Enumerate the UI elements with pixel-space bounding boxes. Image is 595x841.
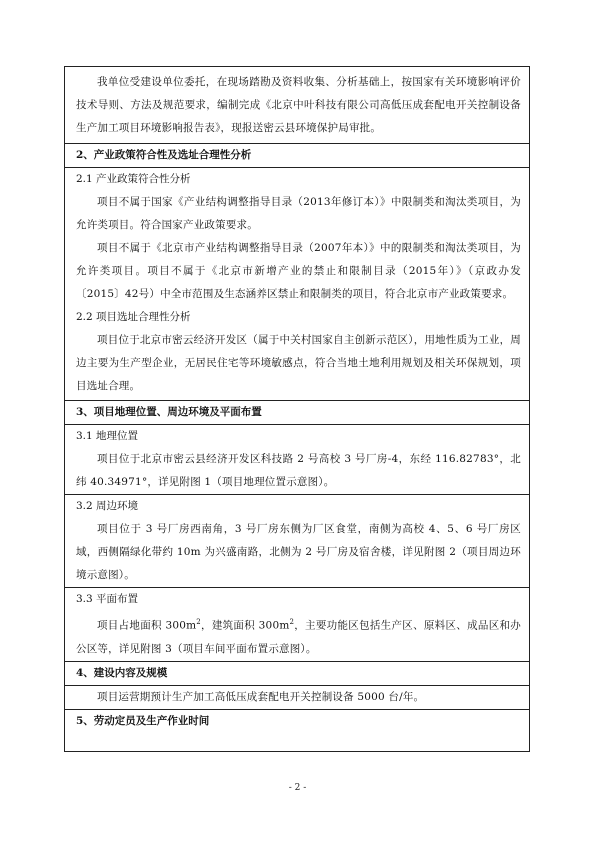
section2-body-row [65, 168, 529, 401]
document-table [64, 66, 530, 752]
s33-title: 3.3 平面布置 [76, 593, 139, 605]
page-number: - 2 - [288, 783, 307, 793]
s21-para1: 项目不属于国家《产业结构调整指导目录（2013年修订本）》中限制类和淘汰类项目，为允许类项目。符合国家产业政策要求。 [76, 196, 521, 231]
intro-text: 我单位受建设单位委托，在现场踏勘及资料收集、分析基础上，按国家有关环境影响评价技术导则、方法及规范要求，编制完成《北京中叶科技有限公司高低压成套配电开关控制设备生产加工项目环境影响报告表》，现报送密云县环境保护局审批。 [76, 76, 521, 134]
section4-body-row [65, 686, 529, 710]
s32-row [65, 495, 529, 588]
s22-para1: 项目位于北京市密云经济开发区（属于中关村国家自主创新示范区），用地性质为工业，周边主要为生产型企业，无居民住宅等环境敏感点，符合当地土地利用规划及相关环保规划，项目选址合理。 [76, 334, 521, 392]
s33-row [65, 588, 529, 662]
section2-heading-row [65, 144, 529, 168]
s21-para2: 项目不属于《北京市产业结构调整指导目录（2007年本）》中的限制类和淘汰类项目，为允许类项目。项目不属于《北京市新增产业的禁止和限制目录（2015年）》（京政办发〔2015〕42号）中全市范围及生态涵养区禁止和限制类的项目，符合北京市产业政策要求。 [76, 242, 521, 300]
section5-title: 5、劳动定员及生产作业时间 [76, 714, 210, 727]
section4-para: 项目运营期预计生产加工高低压成套配电开关控制设备 5000 台/年。 [97, 690, 425, 703]
s21-title: 2.1 产业政策符合性分析 [76, 173, 191, 185]
s33-text-b: ，建筑面积 300m [200, 619, 290, 632]
intro-row [65, 67, 529, 144]
s31-para: 项目位于北京市密云县经济开发区科技路 2 号高校 3 号厂房-4，东经 116.82783°，北纬 40.34971°，详见附图 1（项目地理位置示意图）。 [76, 453, 521, 488]
section5-heading-row [65, 710, 529, 733]
section4-heading-row [65, 662, 529, 686]
s32-title: 3.2 周边环境 [76, 500, 139, 512]
section2-title: 2、产业政策符合性及选址合理性分析 [76, 149, 252, 161]
s33-text-a: 项目占地面积 300m [97, 619, 197, 632]
s33-para [65, 611, 529, 661]
s33-sup-a: 2 [196, 618, 201, 626]
s32-para: 项目位于 3 号厂房西南角，3 号厂房东侧为厂区食堂，南侧为高校 4、5、6 号厂房区域，西侧隔绿化带约 10m 为兴盛南路，北侧为 2 号厂房及宿舍楼，详见附图 2（项目周边环境示意图）。 [76, 523, 521, 581]
section3-title: 3、项目地理位置、周边环境及平面布置 [76, 406, 262, 418]
section4-title: 4、建设内容及规模 [76, 666, 168, 679]
s31-title: 3.1 地理位置 [76, 430, 139, 442]
s33-sup-b: 2 [289, 618, 295, 626]
s31-row [65, 425, 529, 495]
s33-text-c: ，主要功能区包括生产区、原料区、成品区和办公区等，详见附图 3（项目车间平面布置示意图）。 [76, 619, 521, 655]
s22-title: 2.2 项目选址合理性分析 [76, 311, 191, 323]
section3-heading-row [65, 401, 529, 425]
